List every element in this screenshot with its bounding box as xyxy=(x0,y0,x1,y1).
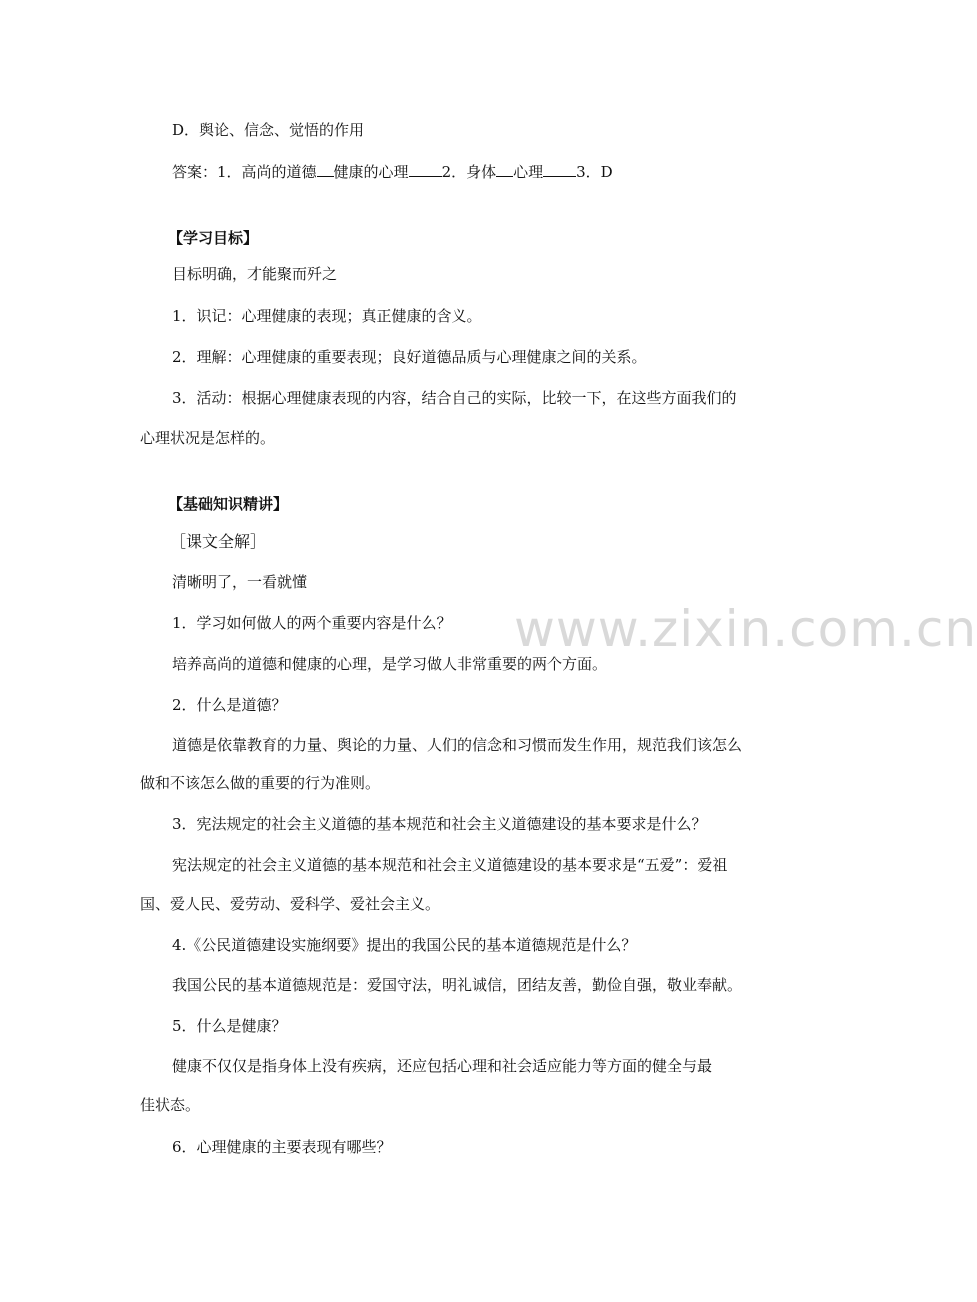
answer-1: 培养高尚的道德和健康的心理，是学习做人非常重要的两个方面。 xyxy=(172,655,608,673)
goal-item-3-line-1: 3．活动：根据心理健康表现的内容，结合自己的实际，比较一下，在这些方面我们的 xyxy=(172,389,737,407)
answer-1b: 健康的心理 xyxy=(333,163,409,181)
answer-blank-2 xyxy=(409,162,442,177)
question-3: 3．宪法规定的社会主义道德的基本规范和社会主义道德建设的基本要求是什么？ xyxy=(172,815,707,833)
answer-5-line-1: 健康不仅仅是指身体上没有疾病，还应包括心理和社会适应能力等方面的健全与最 xyxy=(172,1057,713,1075)
option-d: D．舆论、信念、觉悟的作用 xyxy=(172,121,365,139)
goal-item-3-line-2: 心理状况是怎样的。 xyxy=(140,429,276,447)
answer-3: 3．D xyxy=(576,163,613,181)
goal-item-1: 1．识记：心理健康的表现；真正健康的含义。 xyxy=(172,307,482,325)
section-heading-goals: 【学习目标】 xyxy=(168,229,259,247)
answer-2b: 心理 xyxy=(513,163,544,181)
question-1: 1．学习如何做人的两个重要内容是什么？ xyxy=(172,614,452,632)
subheading-text-analysis: ［课文全解］ xyxy=(170,532,267,551)
answer-4: 我国公民的基本道德规范是：爱国守法，明礼诚信，团结友善，勤俭自强，敬业奉献。 xyxy=(172,976,743,994)
answer-2-line-2: 做和不该怎么做的重要的行为准则。 xyxy=(140,774,381,792)
section-heading-basics: 【基础知识精讲】 xyxy=(168,495,289,513)
answer-3-line-2: 国、爱人民、爱劳动、爱科学、爱社会主义。 xyxy=(140,895,441,913)
answer-blank-1 xyxy=(317,162,334,177)
answer-blank-3 xyxy=(496,162,513,177)
goals-intro: 目标明确，才能聚而歼之 xyxy=(172,265,338,283)
answer-2a: 2．身体 xyxy=(441,163,497,181)
answer-prefix: 答案：1．高尚的道德 xyxy=(172,163,317,181)
watermark: www.zixin.com.cn xyxy=(514,600,977,658)
goal-item-2: 2．理解：心理健康的重要表现；良好道德品质与心理健康之间的关系。 xyxy=(172,348,647,366)
answer-line xyxy=(172,162,613,182)
question-2: 2．什么是道德？ xyxy=(172,696,287,714)
answer-5-line-2: 佳状态。 xyxy=(140,1096,201,1114)
question-4: 4.《公民道德建设实施纲要》提出的我国公民的基本道德规范是什么？ xyxy=(172,936,637,954)
question-5: 5．什么是健康？ xyxy=(172,1017,287,1035)
answer-2-line-1: 道德是依靠教育的力量、舆论的力量、人们的信念和习惯而发生作用，规范我们该怎么 xyxy=(172,736,743,754)
basics-intro: 清晰明了，一看就懂 xyxy=(172,573,308,591)
answer-3-line-1: 宪法规定的社会主义道德的基本规范和社会主义道德建设的基本要求是“五爱”：爱祖 xyxy=(172,856,728,874)
answer-blank-4 xyxy=(543,162,576,177)
question-6: 6．心理健康的主要表现有哪些？ xyxy=(172,1138,392,1156)
